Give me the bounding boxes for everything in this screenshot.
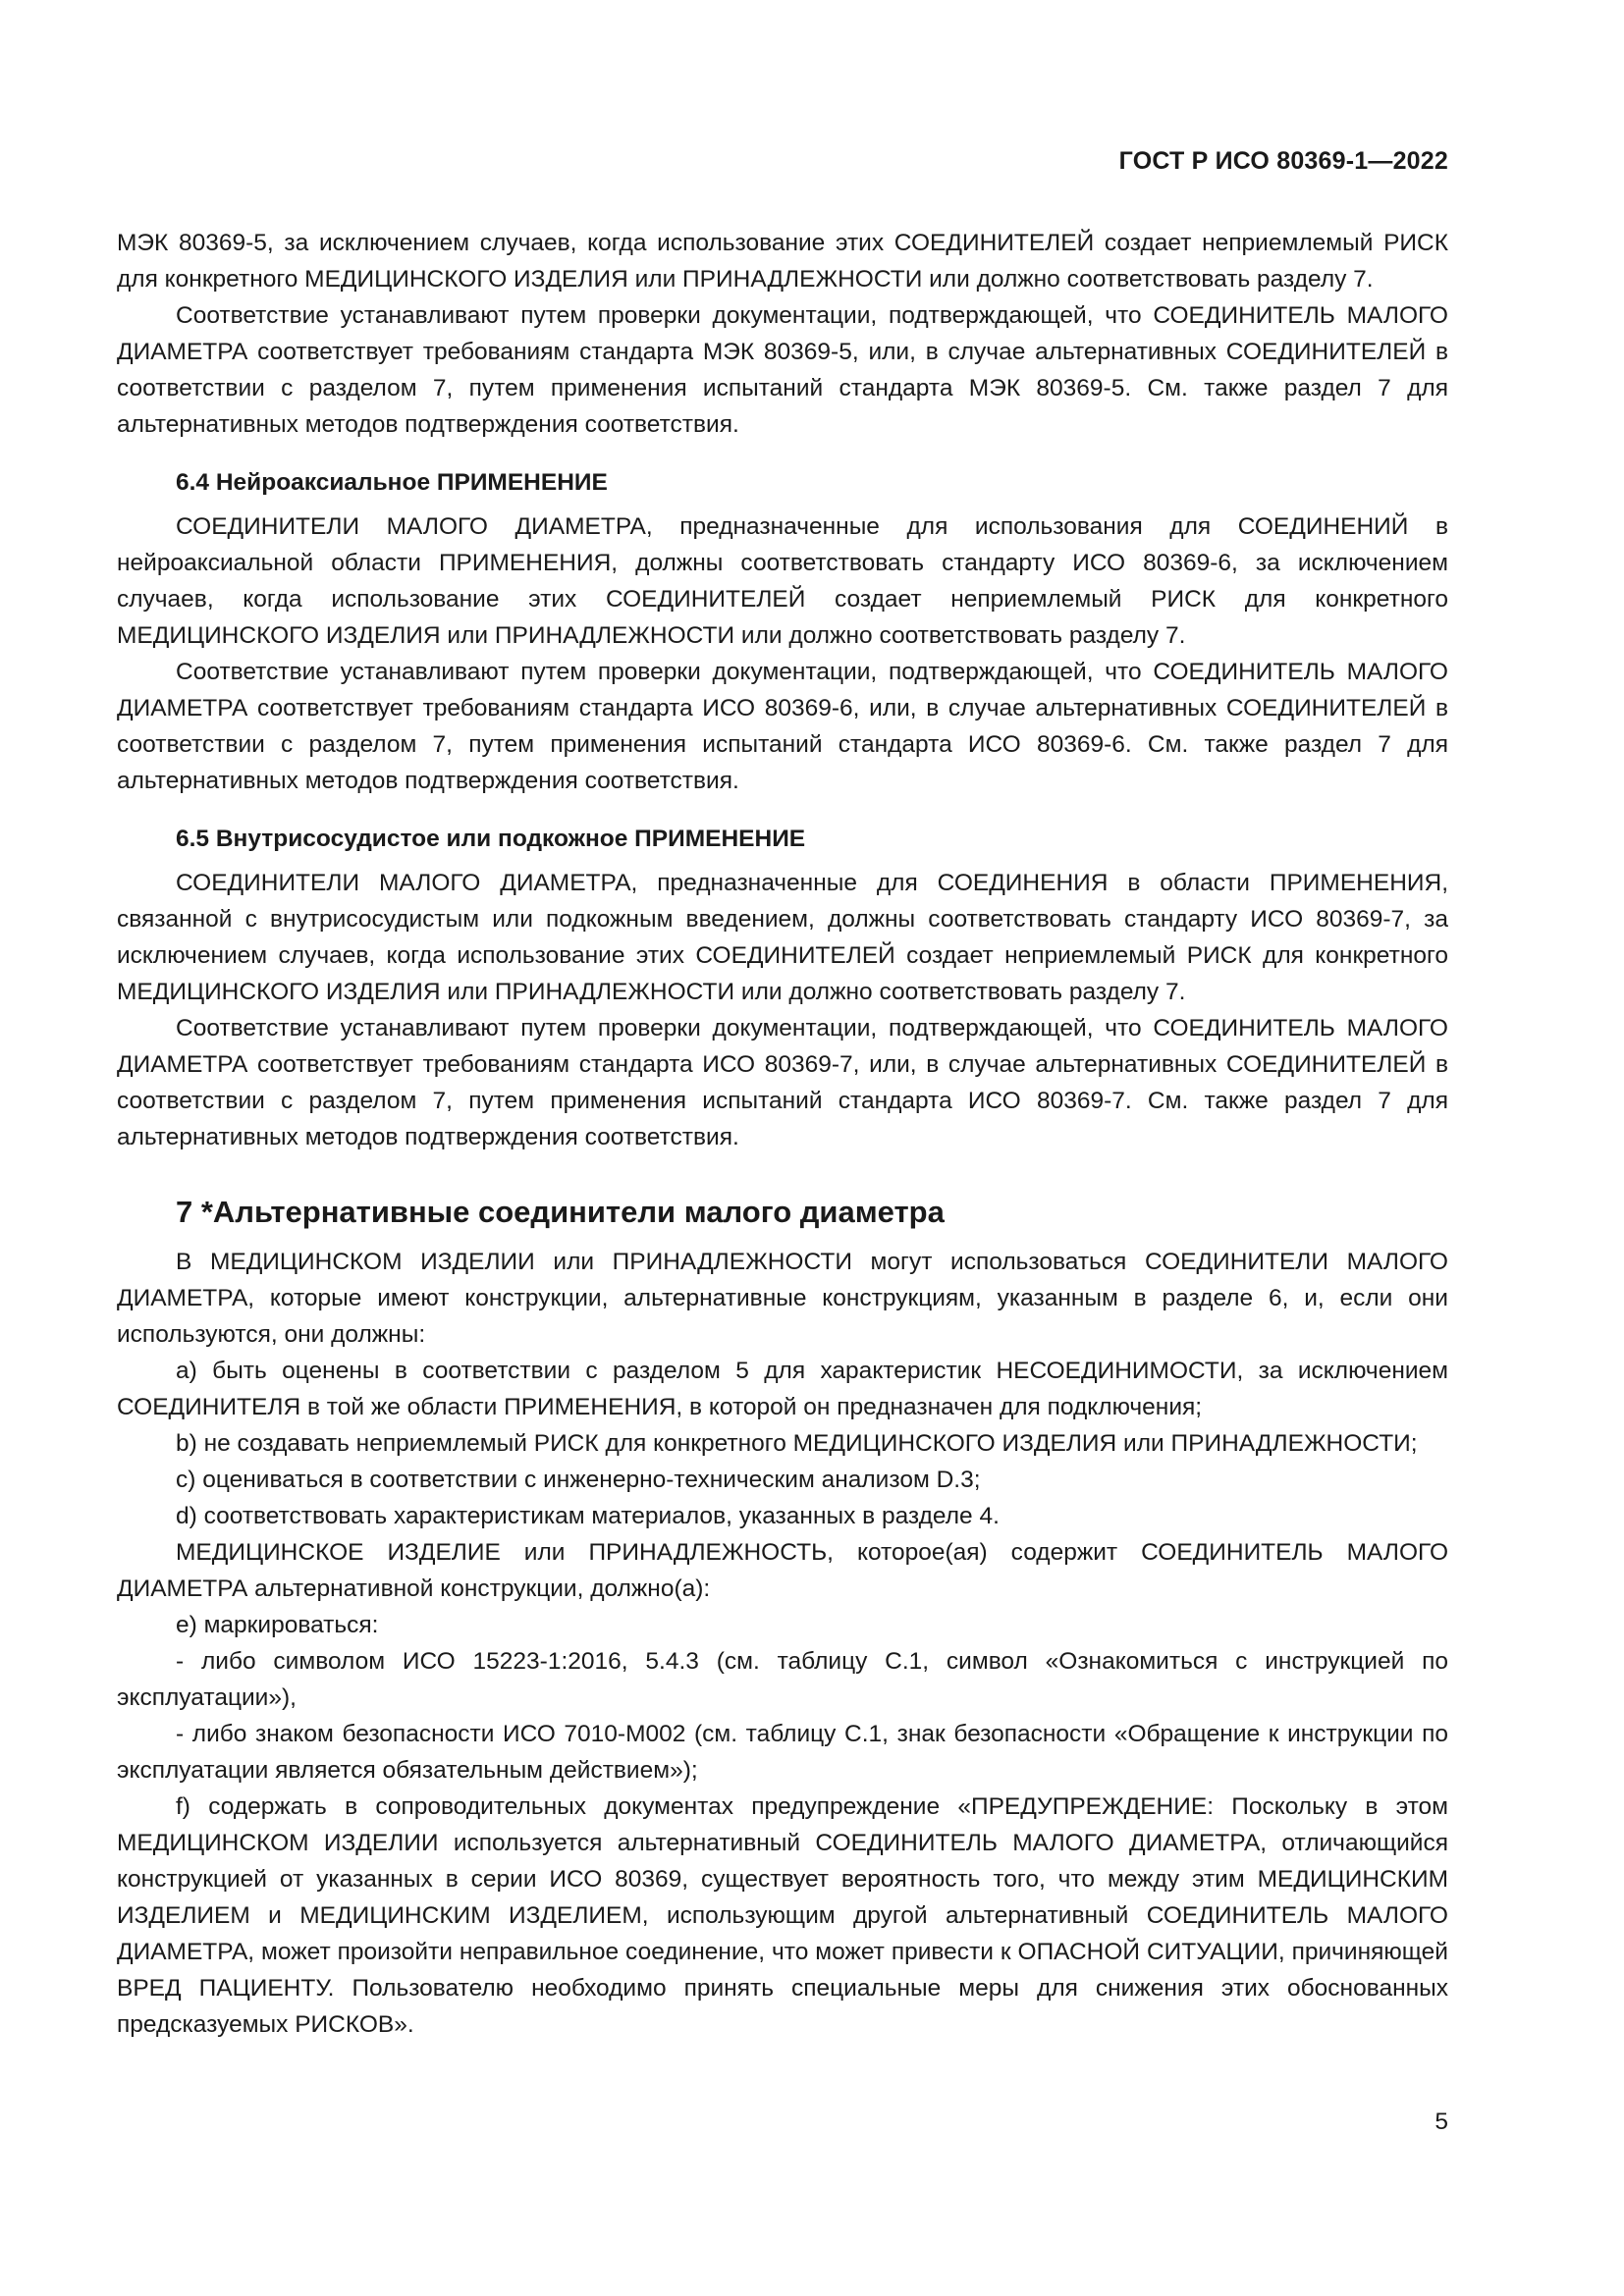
paragraph-6-4-requirement: СОЕДИНИТЕЛИ МАЛОГО ДИАМЕТРА, предназначенные для использования для СОЕДИНЕНИЙ в нейроаксиальной области ПРИМЕНЕНИЯ, должны соответствовать стандарту ИСО 80369-6, за исключением случаев, когда использование этих СОЕДИНИТЕЛЕЙ создает неприемлемый РИСК для конкретного МЕДИЦИНСКОГО ИЗДЕЛИЯ или ПРИНАДЛЕЖНОСТИ или должно соответствовать разделу 7.	[117, 513, 1448, 649]
paragraph-7-device: МЕДИЦИНСКОЕ ИЗДЕЛИЕ или ПРИНАДЛЕЖНОСТЬ, которое(ая) содержит СОЕДИНИТЕЛЬ МАЛОГО ДИАМЕТРА альтернативной конструкции, должно(а):	[117, 1539, 1448, 1602]
paragraph-6-4-conformance: Соответствие устанавливают путем проверки документации, подтверждающей, что СОЕДИНИТЕЛЬ МАЛОГО ДИАМЕТРА соответствует требованиям стандарта ИСО 80369-6, или, в случае альтернативных СОЕДИНИТЕЛЕЙ в соответствии с разделом 7, путем применения испытаний стандарта ИСО 80369-6. См. также раздел 7 для альтернативных методов подтверждения соответствия.	[117, 659, 1448, 794]
section-heading-7: 7 *Альтернативные соединители малого диаметра	[176, 1195, 945, 1229]
list-item-c: c) оцениваться в соответствии с инженерно-техническим анализом D.3;	[176, 1467, 981, 1493]
list-item-e-sign: - либо знаком безопасности ИСО 7010-M002 (см. таблицу С.1, знак безопасности «Обращение к инструкции по эксплуатации является обязательным действием»);	[117, 1721, 1448, 1784]
list-item-e: e) маркироваться:	[176, 1612, 379, 1638]
list-item-f: f) содержать в сопроводительных документах предупреждение «ПРЕДУПРЕЖДЕНИЕ: Поскольку в этом МЕДИЦИНСКОМ ИЗДЕЛИИ используется альтернативный СОЕДИНИТЕЛЬ МАЛОГО ДИАМЕТРА, отличающийся конструкцией от указанных в серии ИСО 80369, существует вероятность того, что между этим МЕДИЦИНСКИМ ИЗДЕЛИЕМ и МЕДИЦИНСКИМ ИЗДЕЛИЕМ, использующим другой альтернативный СОЕДИНИТЕЛЬ МАЛОГО ДИАМЕТРА, может произойти неправильное соединение, что может привести к ОПАСНОЙ СИТУАЦИИ, причиняющей ВРЕД ПАЦИЕНТУ. Пользователю необходимо принять специальные меры для снижения этих обоснованных предсказуемых РИСКОВ».	[117, 1793, 1448, 2038]
paragraph-6-5-requirement: СОЕДИНИТЕЛИ МАЛОГО ДИАМЕТРА, предназначенные для СОЕДИНЕНИЯ в области ПРИМЕНЕНИЯ, связанной с внутрисосудистым или подкожным введением, должны соответствовать стандарту ИСО 80369-7, за исключением случаев, когда использование этих СОЕДИНИТЕЛЕЙ создает неприемлемый РИСК для конкретного МЕДИЦИНСКОГО ИЗДЕЛИЯ или ПРИНАДЛЕЖНОСТИ или должно соответствовать разделу 7.	[117, 870, 1448, 1005]
list-item-e-symbol: - либо символом ИСО 15223-1:2016, 5.4.3 (см. таблицу С.1, символ «Ознакомиться с инструкцией по эксплуатации»),	[117, 1648, 1448, 1711]
paragraph-conformance-6-3: Соответствие устанавливают путем проверки документации, подтверждающей, что СОЕДИНИТЕЛЬ МАЛОГО ДИАМЕТРА соответствует требованиям стандарта МЭК 80369-5, или, в случае альтернативных СОЕДИНИТЕЛЕЙ в соответствии с разделом 7, путем применения испытаний стандарта МЭК 80369-5. См. также раздел 7 для альтернативных методов подтверждения соответствия.	[117, 302, 1448, 438]
page-number: 5	[1435, 2109, 1448, 2135]
list-item-d: d) соответствовать характеристикам материалов, указанных в разделе 4.	[176, 1503, 1000, 1529]
section-heading-6-4: 6.4 Нейроаксиальное ПРИМЕНЕНИЕ	[176, 469, 608, 496]
paragraph-7-intro: В МЕДИЦИНСКОМ ИЗДЕЛИИ или ПРИНАДЛЕЖНОСТИ могут использоваться СОЕДИНИТЕЛИ МАЛОГО ДИАМЕТРА, которые имеют конструкции, альтернативные конструкциям, указанным в разделе 6, и, если они используются, они должны:	[117, 1249, 1448, 1348]
paragraph-6-5-conformance: Соответствие устанавливают путем проверки документации, подтверждающей, что СОЕДИНИТЕЛЬ МАЛОГО ДИАМЕТРА соответствует требованиям стандарта ИСО 80369-7, или, в случае альтернативных СОЕДИНИТЕЛЕЙ в соответствии с разделом 7, путем применения испытаний стандарта ИСО 80369-7. См. также раздел 7 для альтернативных методов подтверждения соответствия.	[117, 1015, 1448, 1150]
paragraph-continuation: МЭК 80369-5, за исключением случаев, когда использование этих СОЕДИНИТЕЛЕЙ создает неприемлемый РИСК для конкретного МЕДИЦИНСКОГО ИЗДЕЛИЯ или ПРИНАДЛЕЖНОСТИ или должно соответствовать разделу 7.	[117, 230, 1448, 293]
document-page	[117, 0, 1448, 2296]
document-header: ГОСТ Р ИСО 80369-1—2022	[1118, 147, 1448, 175]
list-item-a: a) быть оценены в соответствии с разделом 5 для характеристик НЕСОЕДИНИМОСТИ, за исключением СОЕДИНИТЕЛЯ в той же области ПРИМЕНЕНИЯ, в которой он предназначен для подключения;	[117, 1358, 1448, 1420]
section-heading-6-5: 6.5 Внутрисосудистое или подкожное ПРИМЕНЕНИЕ	[176, 826, 806, 852]
document-body	[117, 225, 1448, 2043]
list-item-b: b) не создавать неприемлемый РИСК для конкретного МЕДИЦИНСКОГО ИЗДЕЛИЯ или ПРИНАДЛЕЖНОСТИ;	[176, 1430, 1418, 1457]
